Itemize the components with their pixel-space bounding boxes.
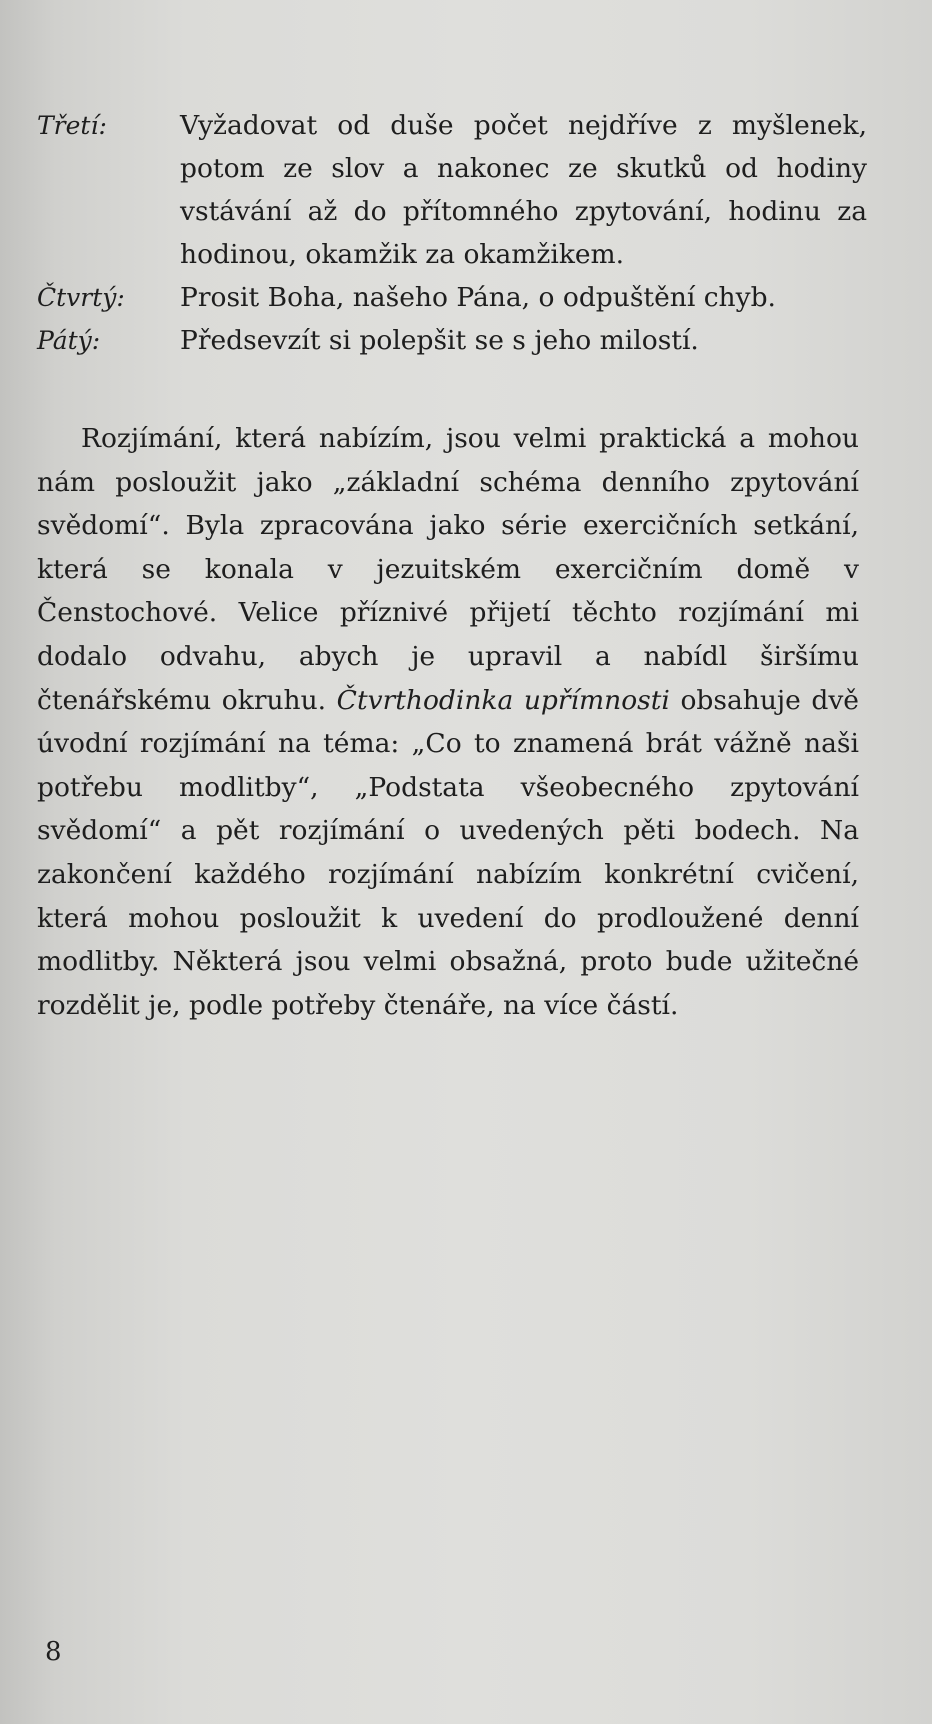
examen-steps-list bbox=[37, 104, 867, 362]
step-label: Pátý: bbox=[37, 326, 101, 355]
book-title-italic: Čtvrthodinka upřímnosti bbox=[336, 684, 670, 716]
paragraph-text-start: Rozjímání, která nabízím, jsou velmi praktická a mohou nám posloužit jako „základní schéma denního zpytování svědomí“. Byla zpracována jako série exercičních setkání, která se konala v jezuitském exercičním domě v Čenstochové. Velice příznivé přijetí těchto rozjímání mi dodalo odvahu, abych je upravil a nabídl širšímu čtenářskému okruhu. bbox=[37, 423, 859, 716]
step-text: Předsevzít si polepšit se s jeho milostí. bbox=[180, 325, 699, 356]
step-item-third bbox=[37, 104, 867, 276]
page-number: 8 bbox=[45, 1637, 62, 1667]
step-text: Prosit Boha, našeho Pána, o odpuštění chyb. bbox=[180, 282, 776, 313]
body-paragraph bbox=[37, 417, 859, 1027]
step-label: Čtvrtý: bbox=[37, 283, 125, 312]
step-text: Vyžadovat od duše počet nejdříve z myšlenek, potom ze slov a nakonec ze skutků od hodiny vstávání až do přítomného zpytování, hodinu za hodinou, okamžik za okamžikem. bbox=[180, 110, 867, 270]
step-item-fifth bbox=[37, 319, 867, 362]
paragraph-text-end: obsahuje dvě úvodní rozjímání na téma: „Co to znamená brát vážně naši potřebu modlitby“, „Podstata všeobecného zpytování svědomí“ a pět rozjímání o uvedených pěti bodech. Na zakončení každého rozjímání nabízím konkrétní cvičení, která mohou posloužit k uvedení do prodloužené denní modlitby. Některá jsou velmi obsažná, proto bude užitečné rozdělit je, podle potřeby čtenáře, na více částí. bbox=[37, 684, 859, 1021]
step-item-fourth bbox=[37, 276, 867, 319]
step-label: Třetí: bbox=[37, 111, 107, 140]
